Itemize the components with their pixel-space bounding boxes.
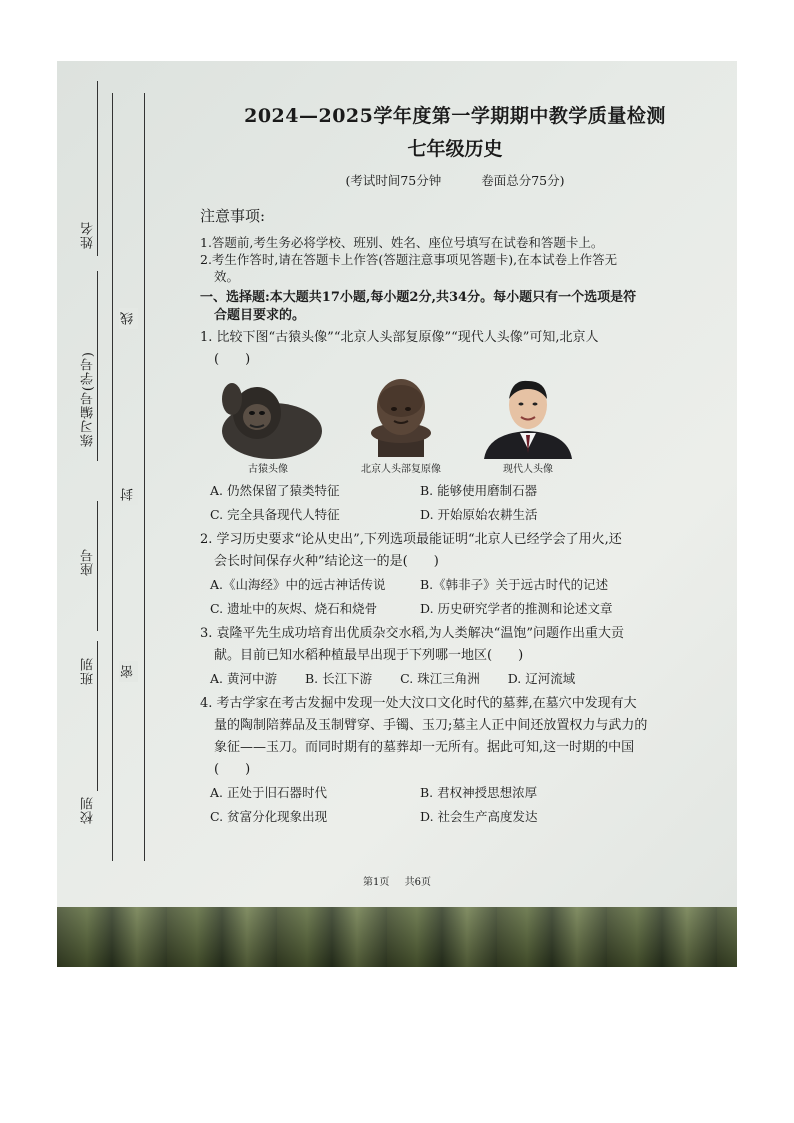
question-2-options	[200, 573, 710, 621]
option-2b: B.《韩非子》关于远古时代的记述	[420, 577, 609, 592]
exam-time: (考试时间75分钟	[345, 173, 442, 188]
figure-ape-head	[212, 379, 324, 475]
option-1c: C. 完全具备现代人特征	[210, 507, 340, 522]
binding-line-outer	[112, 93, 113, 861]
notice-item-2-cont: 效。	[214, 269, 240, 284]
option-2a: A.《山海经》中的远古神话传说	[210, 577, 386, 592]
question-4-stem-cont-2: 象征——玉刀。而同时期有的墓葬却一无所有。据此可知,这一时期的中国	[214, 740, 635, 755]
section-1-heading-cont: 合题目要求的。	[214, 308, 306, 323]
exam-score: 卷面总分75分)	[481, 173, 565, 188]
option-2d: D. 历史研究学者的推测和论述文章	[420, 601, 613, 616]
binding-line-inner	[144, 93, 145, 861]
question-3-stem: 3. 袁隆平先生成功培育出优质杂交水稻,为人类解决“温饱”问题作出重大贡	[200, 626, 624, 641]
question-3-options	[200, 667, 710, 691]
option-3b: B. 长江下游	[304, 671, 373, 686]
option-3a: A. 黄河中游	[210, 671, 277, 686]
option-1b: B. 能够使用磨制石器	[420, 483, 538, 498]
section-1-heading: 一、选择题:本大题共17小题,每小题2分,共34分。每小题只有一个选项是符	[200, 290, 637, 305]
question-4-stem: 4. 考古学家在考古发掘中发现一处大汶口文化时代的墓葬,在墓穴中发现有大	[200, 696, 637, 711]
notice-item-2: 2.考生作答时,请在答题卡上作答(答题注意事项见答题卡),在本试卷上作答无	[200, 252, 618, 267]
side-label-school: 校别	[81, 796, 96, 824]
option-3d: D. 辽河流域	[507, 671, 576, 686]
question-1-figures	[212, 381, 710, 475]
option-4b: B. 君权神授思想浓厚	[420, 785, 538, 800]
seal-mi-char: 密	[119, 661, 138, 682]
option-1a: A. 仍然保留了猿类特征	[210, 483, 340, 498]
figure-modern-man	[478, 373, 578, 475]
page-number: 第1页	[363, 877, 390, 888]
caption-ape: 古猿头像	[248, 464, 288, 475]
page-total: 共6页	[404, 877, 431, 888]
option-1d: D. 开始原始农耕生活	[420, 507, 538, 522]
page-footer	[57, 873, 737, 888]
exam-title: 2024—2025学年度第一学期期中教学质量检测	[244, 105, 666, 127]
question-4-paren: ( )	[214, 762, 251, 777]
exam-subject: 七年级历史	[407, 138, 503, 160]
question-2-stem: 2. 学习历史要求“论从史出”,下列选项最能证明“北京人已经学会了用火,还	[200, 532, 622, 547]
seal-feng-char: 封	[119, 484, 138, 505]
option-3c: C. 珠江三角洲	[400, 671, 480, 686]
question-1-options	[200, 479, 710, 527]
question-1-paren: ( )	[214, 352, 251, 367]
question-2-stem-cont: 会长时间保存火种”结论这一的是( )	[214, 554, 439, 569]
exam-meta	[200, 171, 710, 189]
side-label-id: 练习编号(学号)	[81, 351, 96, 448]
option-4a: A. 正处于旧石器时代	[210, 785, 327, 800]
modern-man-image	[478, 373, 578, 459]
caption-peking-man: 北京人头部复原像	[361, 464, 441, 475]
side-label-class: 班别	[81, 657, 96, 685]
question-4-options	[200, 781, 710, 829]
question-1-stem: 1. 比较下图“古猿头像”“北京人头部复原像”“现代人头像”可知,北京人	[200, 330, 599, 345]
option-2c: C. 遗址中的灰烬、烧石和烧骨	[210, 601, 378, 616]
figure-peking-man	[346, 375, 456, 475]
ape-head-image	[212, 379, 324, 459]
caption-modern-man: 现代人头像	[503, 464, 553, 475]
question-3-stem-cont: 献。目前已知水稻种植最早出现于下列哪一地区( )	[214, 648, 524, 663]
option-4c: C. 贫富分化现象出现	[210, 809, 328, 824]
option-4d: D. 社会生产高度发达	[420, 809, 538, 824]
photo-frame	[57, 61, 737, 967]
exam-paper	[57, 61, 737, 913]
seal-line-char: 线	[119, 308, 138, 329]
notice-heading: 注意事项:	[200, 207, 266, 225]
side-label-name: 姓名	[81, 221, 96, 249]
table-surface	[57, 907, 737, 967]
question-4-stem-cont-1: 量的陶制陪葬品及玉制臂穿、手镯、玉刀;墓主人正中间还放置权力与武力的	[214, 718, 648, 733]
exam-content	[200, 101, 710, 829]
side-label-seat: 座号	[81, 548, 96, 576]
peking-man-image	[346, 375, 456, 459]
notice-item-1: 1.答题前,考生务必将学校、班别、姓名、座位号填写在试卷和答题卡上。	[200, 235, 604, 250]
